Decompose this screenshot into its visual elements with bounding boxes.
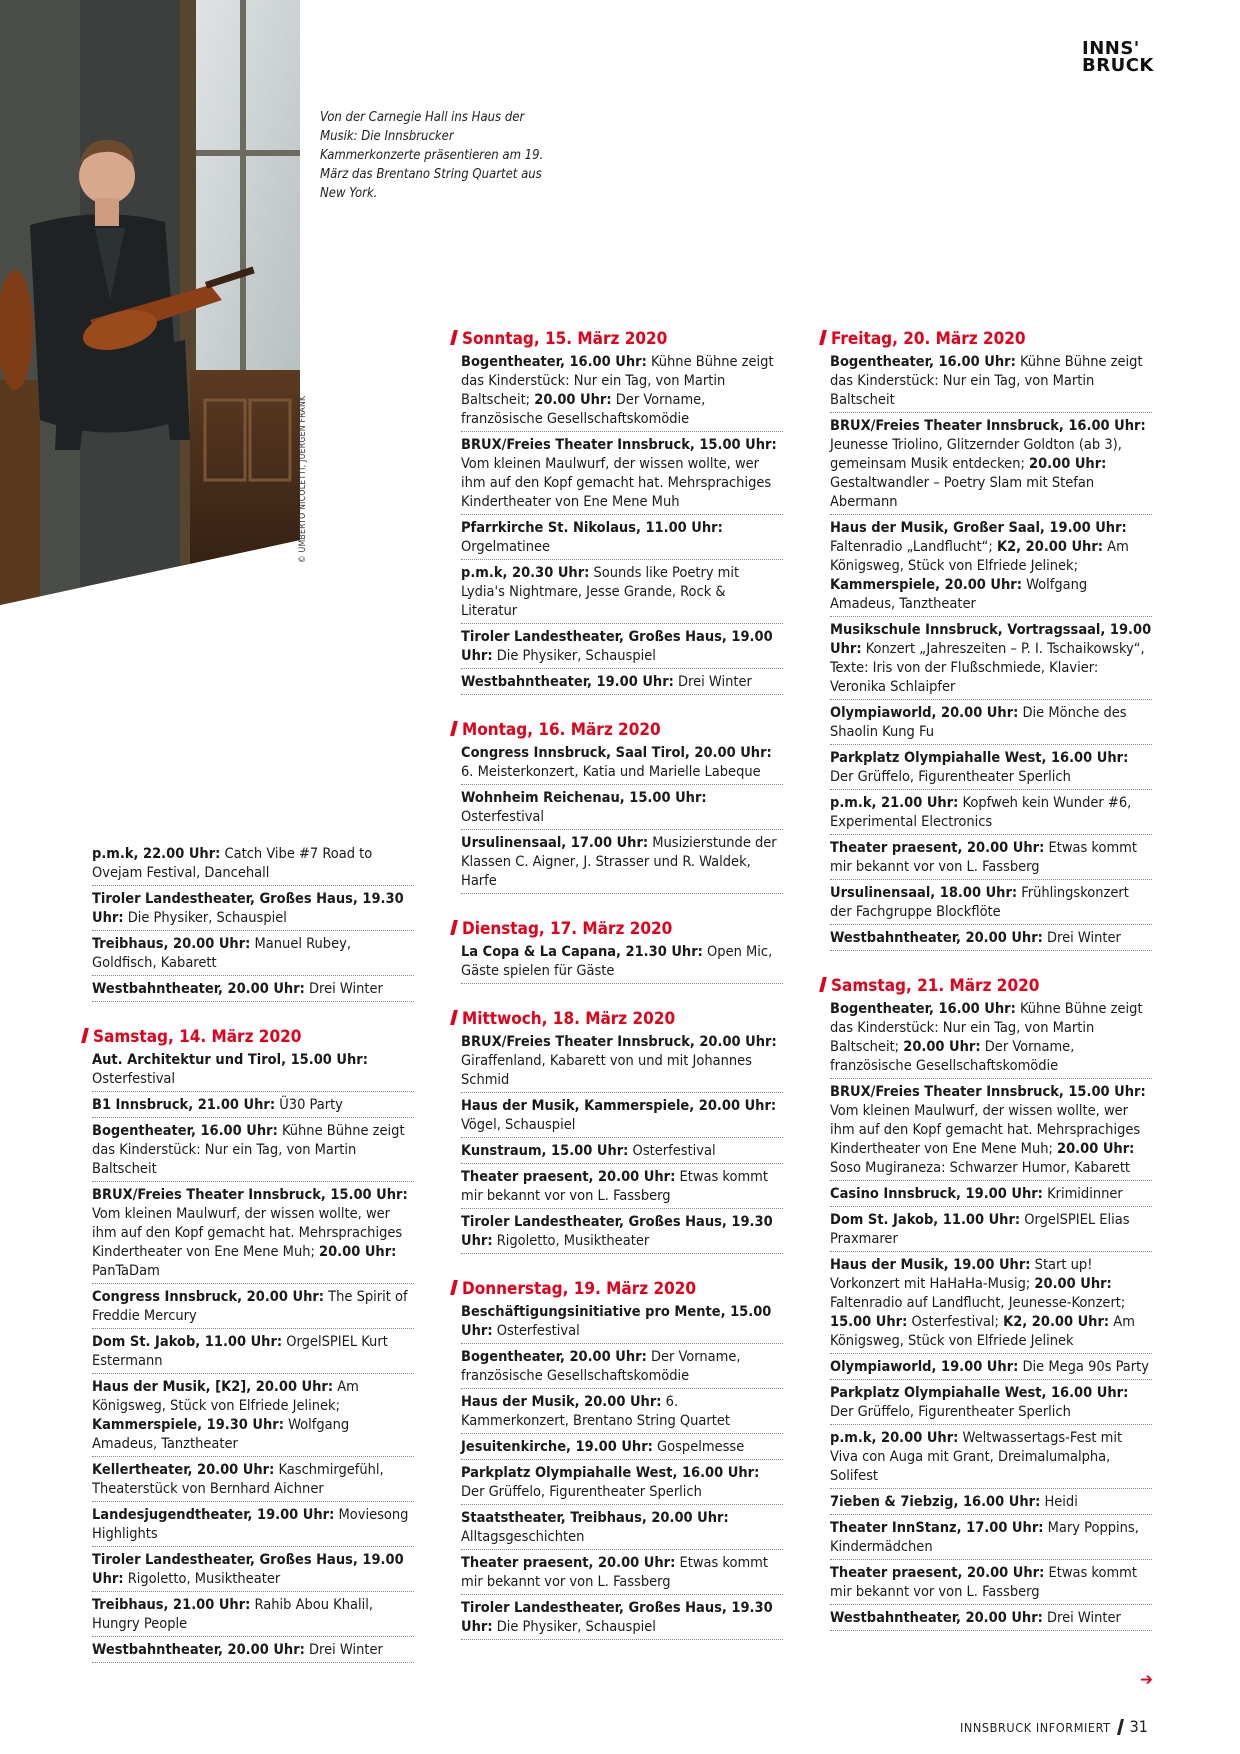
event-entry [830,518,1152,617]
next-page-arrow-icon: ➔ [1140,1670,1153,1690]
event-description: Am Königsweg, Stück von Elfriede Jelinek [830,1314,1135,1349]
event-venue: Pfarrkirche St. Nikolaus, 11.00 Uhr: [461,520,723,536]
event-entry [830,1184,1152,1207]
event-description: Weltwassertags-Fest mit Viva con Auga mit Grant, Dreimalumalpha, Solifest [830,1430,1123,1484]
day-heading-text: Donnerstag, 19. März 2020 [462,1279,697,1299]
publication-name: INNSBRUCK INFORMIERT [960,1720,1111,1735]
event-entry [92,844,414,886]
page-number: 31 [1129,1717,1148,1736]
event-description: Etwas kommt mir bekannt vor von L. Fassberg [461,1555,768,1590]
day-marker-slash [819,977,827,992]
event-venue: Aut. Architektur und Tirol, 15.00 Uhr: [92,1052,368,1068]
event-venue: Tiroler Landestheater, Großes Haus, 19.30 Uhr: [461,1600,773,1635]
event-venue: 20.00 Uhr: [1057,1141,1135,1157]
event-description: Drei Winter [1047,1610,1121,1626]
event-description: Kopfweh kein Wunder #6, Experimental Electronics [830,795,1132,830]
day-block [461,328,783,695]
event-description: Osterfestival [496,1323,580,1339]
event-venue: Theater InnStanz, 17.00 Uhr: [830,1520,1044,1536]
event-description: Jeunesse Triolino, Glitzernder Goldton (ab 3), gemeinsam Musik entdecken; [830,437,1122,472]
event-entry [830,1357,1152,1380]
event-venue: Westbahntheater, 19.00 Uhr: [461,674,674,690]
event-venue: Theater praesent, 20.00 Uhr: [830,1565,1045,1581]
event-description: Kühne Bühne zeigt das Kinderstück: Nur ein Tag, von Martin Baltscheit [92,1123,405,1177]
event-entry [92,889,414,931]
event-venue: Bogentheater, 16.00 Uhr: [461,354,647,370]
event-venue: Congress Innsbruck, 20.00 Uhr: [92,1289,325,1305]
event-entry [92,1505,414,1547]
event-entry [830,1255,1152,1354]
event-description: Orgelmatinee [461,539,551,555]
event-entry [461,563,783,624]
event-description: Rigoletto, Musiktheater [496,1233,650,1249]
event-venue: Dom St. Jakob, 11.00 Uhr: [92,1334,283,1350]
event-description: Der Vorname, französische Gesellschaftskomödie [461,392,706,427]
event-venue: Dom St. Jakob, 11.00 Uhr: [830,1212,1021,1228]
event-entry [461,1508,783,1550]
logo-line-1: INNS' [1082,38,1140,59]
event-entry [830,999,1152,1079]
event-description: Catch Vibe #7 Road to Ovejam Festival, Dancehall [92,846,373,881]
event-entry [830,928,1152,951]
event-venue: Beschäftigungsinitiative pro Mente, 15.00 Uhr: [461,1304,772,1339]
page-footer [960,1717,1148,1736]
event-venue: Haus der Musik, [K2], 20.00 Uhr: [92,1379,334,1395]
event-venue: Bogentheater, 16.00 Uhr: [92,1123,278,1139]
event-description: The Spirit of Freddie Mercury [92,1289,408,1324]
event-venue: Staatstheater, Treibhaus, 20.00 Uhr: [461,1510,729,1526]
day-heading [461,918,783,940]
event-entry [92,934,414,976]
event-entry [92,1095,414,1118]
event-venue: Haus der Musik, Großer Saal, 19.00 Uhr: [830,520,1127,536]
event-entry [461,435,783,515]
event-entry [830,793,1152,835]
event-description: Rahib Abou Khalil, Hungry People [92,1597,374,1632]
event-entry [830,1082,1152,1181]
event-entry [461,518,783,560]
event-entry [461,672,783,695]
event-venue: 20.00 Uhr: [903,1039,981,1055]
event-venue: Westbahntheater, 20.00 Uhr: [92,981,305,997]
event-description: Osterfestival [92,1071,176,1087]
day-block [830,328,1152,951]
day-block [461,1278,783,1640]
event-description: Vom kleinen Maulwurf, der wissen wollte, wer ihm auf den Kopf gemacht hat. Mehrsprachiges Kindertheater von Ene Mene Muh [461,456,772,510]
event-venue: 20.00 Uhr: [534,392,612,408]
event-venue: Bogentheater, 20.00 Uhr: [461,1349,647,1365]
event-entry [461,352,783,432]
event-venue: Tiroler Landestheater, Großes Haus, 19.30 Uhr: [461,1214,773,1249]
event-venue: Parkplatz Olympiahalle West, 16.00 Uhr: [461,1465,760,1481]
event-venue: 20.00 Uhr: [1034,1276,1112,1292]
event-venue: Kammerspiele, 20.00 Uhr: [830,577,1022,593]
event-venue: 15.00 Uhr: [830,1314,908,1330]
day-marker-slash [450,721,458,736]
day-heading [92,1026,414,1048]
event-entry [461,942,783,984]
event-entry [92,1595,414,1637]
event-description: Heidi [1044,1494,1078,1510]
event-entry [461,627,783,669]
day-marker-slash [819,330,827,345]
event-venue: BRUX/Freies Theater Innsbruck, 15.00 Uhr: [461,437,777,453]
event-venue: Casino Innsbruck, 19.00 Uhr: [830,1186,1043,1202]
event-entry [461,1598,783,1640]
day-marker-slash [450,1280,458,1295]
event-description: Die Mega 90s Party [1022,1359,1149,1375]
event-venue: Westbahntheater, 20.00 Uhr: [830,1610,1043,1626]
event-venue: Olympiaworld, 20.00 Uhr: [830,705,1019,721]
event-entry [461,1096,783,1138]
photo-credit-text: © UMBERTO NICOLETTI, JUERGEN FRANK [298,395,308,563]
event-description: Manuel Rubey, Goldfisch, Kabarett [92,936,351,971]
event-description: Die Physiker, Schauspiel [496,648,656,664]
event-entry [830,703,1152,745]
event-entry [830,1210,1152,1252]
event-description: Mary Poppins, Kindermädchen [830,1520,1139,1555]
event-description: Am Königsweg, Stück von Elfriede Jelinek; [830,539,1129,574]
day-heading-text: Freitag, 20. März 2020 [831,329,1026,349]
event-entry [830,416,1152,515]
event-venue: Tiroler Landestheater, Großes Haus, 19.30 Uhr: [92,891,404,926]
day-heading [461,1278,783,1300]
photo-caption: Von der Carnegie Hall ins Haus der Musik: Die Innsbrucker Kammerkonzerte präsentieren am 19. März das Brentano String Quartet aus New York. [320,110,544,201]
event-description: Der Grüffelo, Figurentheater Sperlich [461,1484,702,1500]
event-venue: Westbahntheater, 20.00 Uhr: [830,930,1043,946]
event-venue: p.m.k, 21.00 Uhr: [830,795,959,811]
event-entry [92,1121,414,1182]
event-venue: Haus der Musik, 20.00 Uhr: [461,1394,662,1410]
event-venue: K2, 20.00 Uhr: [1003,1314,1110,1330]
event-entry [830,1428,1152,1489]
day-heading-text: Samstag, 14. März 2020 [93,1027,302,1047]
event-venue: p.m.k, 20.00 Uhr: [830,1430,959,1446]
event-description: Vom kleinen Maulwurf, der wissen wollte, wer ihm auf den Kopf gemacht hat. Mehrsprachiges Kindertheater von Ene Mene Muh; [830,1103,1141,1157]
event-entry [461,1463,783,1505]
event-entry [461,833,783,894]
event-description: Kühne Bühne zeigt das Kinderstück: Nur ein Tag, von Martin Baltscheit; [830,1001,1143,1055]
violinist-photo [0,0,300,605]
event-description: Rigoletto, Musiktheater [127,1571,281,1587]
event-entry [830,748,1152,790]
event-description: Etwas kommt mir bekannt vor von L. Fassberg [830,1565,1137,1600]
day-heading-text: Samstag, 21. März 2020 [831,976,1040,996]
logo-line-2: BRUCK [1082,55,1154,76]
event-venue: Theater praesent, 20.00 Uhr: [461,1169,676,1185]
event-description: Moviesong Highlights [92,1507,409,1542]
event-venue: 20.00 Uhr: [1029,456,1107,472]
event-entry [830,883,1152,925]
event-venue: BRUX/Freies Theater Innsbruck, 16.00 Uhr: [830,418,1146,434]
event-description: Die Physiker, Schauspiel [127,910,287,926]
event-description: Open Mic, Gäste spielen für Gäste [461,944,773,979]
innsbruck-logo [1082,40,1162,74]
event-venue: Bogentheater, 16.00 Uhr: [830,1001,1016,1017]
event-entry [92,1550,414,1592]
event-description: Drei Winter [678,674,752,690]
event-description: Giraffenland, Kabarett von und mit Johannes Schmid [461,1053,752,1088]
event-description: Die Mönche des Shaolin Kung Fu [830,705,1127,740]
day-continuation [92,844,414,1002]
event-description: Am Königsweg, Stück von Elfriede Jelinek; [92,1379,359,1414]
event-description: Vom kleinen Maulwurf, der wissen wollte, wer ihm auf den Kopf gemacht hat. Mehrsprachiges Kindertheater von Ene Mene Muh; [92,1206,403,1260]
event-description: Ü30 Party [279,1097,343,1113]
event-venue: Kellertheater, 20.00 Uhr: [92,1462,275,1478]
event-venue: B1 Innsbruck, 21.00 Uhr: [92,1097,276,1113]
event-venue: BRUX/Freies Theater Innsbruck, 20.00 Uhr: [461,1034,777,1050]
event-description: Frühlingskonzert der Fachgruppe Blockflöte [830,885,1129,920]
event-description: Wolfgang Amadeus, Tanztheater [92,1417,350,1452]
event-description: Der Vorname, französische Gesellschaftskomödie [461,1349,741,1384]
event-description: Etwas kommt mir bekannt vor von L. Fassberg [461,1169,768,1204]
event-entry [92,1460,414,1502]
event-venue: Bogentheater, 16.00 Uhr: [830,354,1016,370]
event-venue: Landesjugendtheater, 19.00 Uhr: [92,1507,335,1523]
photo-illustration [0,0,300,605]
event-description: Kaschmirgefühl, Theaterstück von Bernhard Aichner [92,1462,384,1497]
event-entry [830,838,1152,880]
day-heading-text: Sonntag, 15. März 2020 [462,329,668,349]
event-entry [92,1185,414,1284]
day-heading-text: Dienstag, 17. März 2020 [462,919,673,939]
event-venue: BRUX/Freies Theater Innsbruck, 15.00 Uhr: [830,1084,1146,1100]
column-1 [92,844,414,1687]
event-venue: 20.00 Uhr: [319,1244,397,1260]
event-description: Faltenradio „Landflucht“; [830,539,993,555]
event-venue: La Copa & La Capana, 21.30 Uhr: [461,944,703,960]
event-entry [92,1050,414,1092]
event-venue: Treibhaus, 21.00 Uhr: [92,1597,251,1613]
event-description: Gestaltwandler – Poetry Slam mit Stefan Abermann [830,475,1095,510]
event-entry [461,743,783,785]
event-venue: Musikschule Innsbruck, Vortragssaal, 19.00 Uhr: [830,622,1152,657]
event-entry [461,1392,783,1434]
event-venue: Jesuitenkirche, 19.00 Uhr: [461,1439,653,1455]
event-description: Vögel, Schauspiel [461,1117,576,1133]
event-description: Alltagsgeschichten [461,1529,585,1545]
event-entry [92,1332,414,1374]
event-description: Start up! Vorkonzert mit HaHaHa-Musig; [830,1257,1093,1292]
event-venue: Tiroler Landestheater, Großes Haus, 19.00 Uhr: [92,1552,404,1587]
day-block [461,1008,783,1254]
event-description: Soso Mugiraneza: Schwarzer Humor, Kabarett [830,1160,1131,1176]
event-venue: p.m.k, 20.30 Uhr: [461,565,590,581]
event-venue: K2, 20.00 Uhr: [996,539,1104,555]
event-entry [92,1377,414,1457]
event-venue: Haus der Musik, 19.00 Uhr: [830,1257,1031,1273]
event-entry [92,1287,414,1329]
day-heading-text: Mittwoch, 18. März 2020 [462,1009,676,1029]
event-description: Drei Winter [1047,930,1121,946]
event-entry [461,1553,783,1595]
event-venue: Kunstraum, 15.00 Uhr: [461,1143,629,1159]
event-venue: Treibhaus, 20.00 Uhr: [92,936,251,952]
event-description: OrgelSPIEL Kurt Estermann [92,1334,388,1369]
event-description: Die Physiker, Schauspiel [496,1619,656,1635]
event-description: Krimidinner [1047,1186,1123,1202]
day-marker-slash [450,920,458,935]
event-venue: p.m.k, 22.00 Uhr: [92,846,221,862]
event-description: Osterfestival [632,1143,716,1159]
event-description: Kühne Bühne zeigt das Kinderstück: Nur ein Tag, von Martin Baltscheit; [461,354,774,408]
event-description: Kühne Bühne zeigt das Kinderstück: Nur ein Tag, von Martin Baltscheit [830,354,1143,408]
event-entry [830,1383,1152,1425]
event-venue: Ursulinensaal, 18.00 Uhr: [830,885,1018,901]
day-block [461,719,783,894]
day-heading [830,328,1152,350]
event-description: 6. Kammerkonzert, Brentano String Quartet [461,1394,731,1429]
event-entry [830,1518,1152,1560]
event-entry [92,1640,414,1663]
event-entry [92,979,414,1002]
day-heading [461,719,783,741]
event-description: Gospelmesse [657,1439,745,1455]
day-block [830,975,1152,1631]
event-entry [461,1347,783,1389]
event-venue: Olympiaworld, 19.00 Uhr: [830,1359,1019,1375]
event-entry [461,1167,783,1209]
event-venue: Theater praesent, 20.00 Uhr: [830,840,1045,856]
event-venue: 7ieben & 7iebzig, 16.00 Uhr: [830,1494,1041,1510]
event-venue: Congress Innsbruck, Saal Tirol, 20.00 Uhr: [461,745,772,761]
column-2 [461,328,783,1664]
footer-slash [1117,1719,1124,1735]
event-description: Sounds like Poetry mit Lydia's Nightmare, Jesse Grande, Rock & Literatur [461,565,740,619]
event-description: Drei Winter [309,981,383,997]
event-description: 6. Meisterkonzert, Katia und Marielle Labeque [461,764,761,780]
event-venue: Parkplatz Olympiahalle West, 16.00 Uhr: [830,750,1129,766]
event-description: Konzert „Jahreszeiten – P. I. Tschaikowsky“, Texte: Iris von der Flußschmiede, Klavier: Veronika Schlaipfer [830,641,1145,695]
day-heading [461,328,783,350]
event-entry [461,1141,783,1164]
day-marker-slash [450,1010,458,1025]
event-venue: Ursulinensaal, 17.00 Uhr: [461,835,649,851]
event-venue: Tiroler Landestheater, Großes Haus, 19.00 Uhr: [461,629,773,664]
event-venue: Parkplatz Olympiahalle West, 16.00 Uhr: [830,1385,1129,1401]
column-3 [830,328,1152,1655]
event-venue: Kammerspiele, 19.30 Uhr: [92,1417,284,1433]
event-entry [461,788,783,830]
event-entry [830,1608,1152,1631]
event-description: Wolfgang Amadeus, Tanztheater [830,577,1088,612]
event-entry [461,1437,783,1460]
day-marker-slash [81,1028,89,1043]
day-heading [830,975,1152,997]
event-entry [461,1302,783,1344]
event-entry [830,620,1152,700]
event-description: Etwas kommt mir bekannt vor von L. Fassberg [830,840,1137,875]
day-heading [461,1008,783,1030]
event-description: Der Grüffelo, Figurentheater Sperlich [830,769,1071,785]
day-heading-text: Montag, 16. März 2020 [462,720,661,740]
day-block [92,1026,414,1663]
event-venue: Haus der Musik, Kammerspiele, 20.00 Uhr: [461,1098,777,1114]
event-entry [830,1492,1152,1515]
event-description: Der Grüffelo, Figurentheater Sperlich [830,1404,1071,1420]
event-venue: Westbahntheater, 20.00 Uhr: [92,1642,305,1658]
event-description: Der Vorname, französische Gesellschaftskomödie [830,1039,1075,1074]
event-entry [461,1212,783,1254]
event-entry [461,1032,783,1093]
event-description: Osterfestival [461,809,545,825]
event-description: Osterfestival; [911,1314,999,1330]
event-entry [830,1563,1152,1605]
event-venue: BRUX/Freies Theater Innsbruck, 15.00 Uhr: [92,1187,408,1203]
event-description: Musizierstunde der Klassen C. Aigner, J. Strasser und R. Waldek, Harfe [461,835,777,889]
event-entry [830,352,1152,413]
event-venue: Wohnheim Reichenau, 15.00 Uhr: [461,790,707,806]
event-description: OrgelSPIEL Elias Praxmarer [830,1212,1130,1247]
event-description: PanTaDam [92,1263,160,1279]
day-marker-slash [450,330,458,345]
event-description: Faltenradio auf Landflucht, Jeunesse-Konzert; [830,1295,1126,1311]
day-block [461,918,783,984]
photo-credit [298,395,312,563]
event-venue: Theater praesent, 20.00 Uhr: [461,1555,676,1571]
event-description: Drei Winter [309,1642,383,1658]
